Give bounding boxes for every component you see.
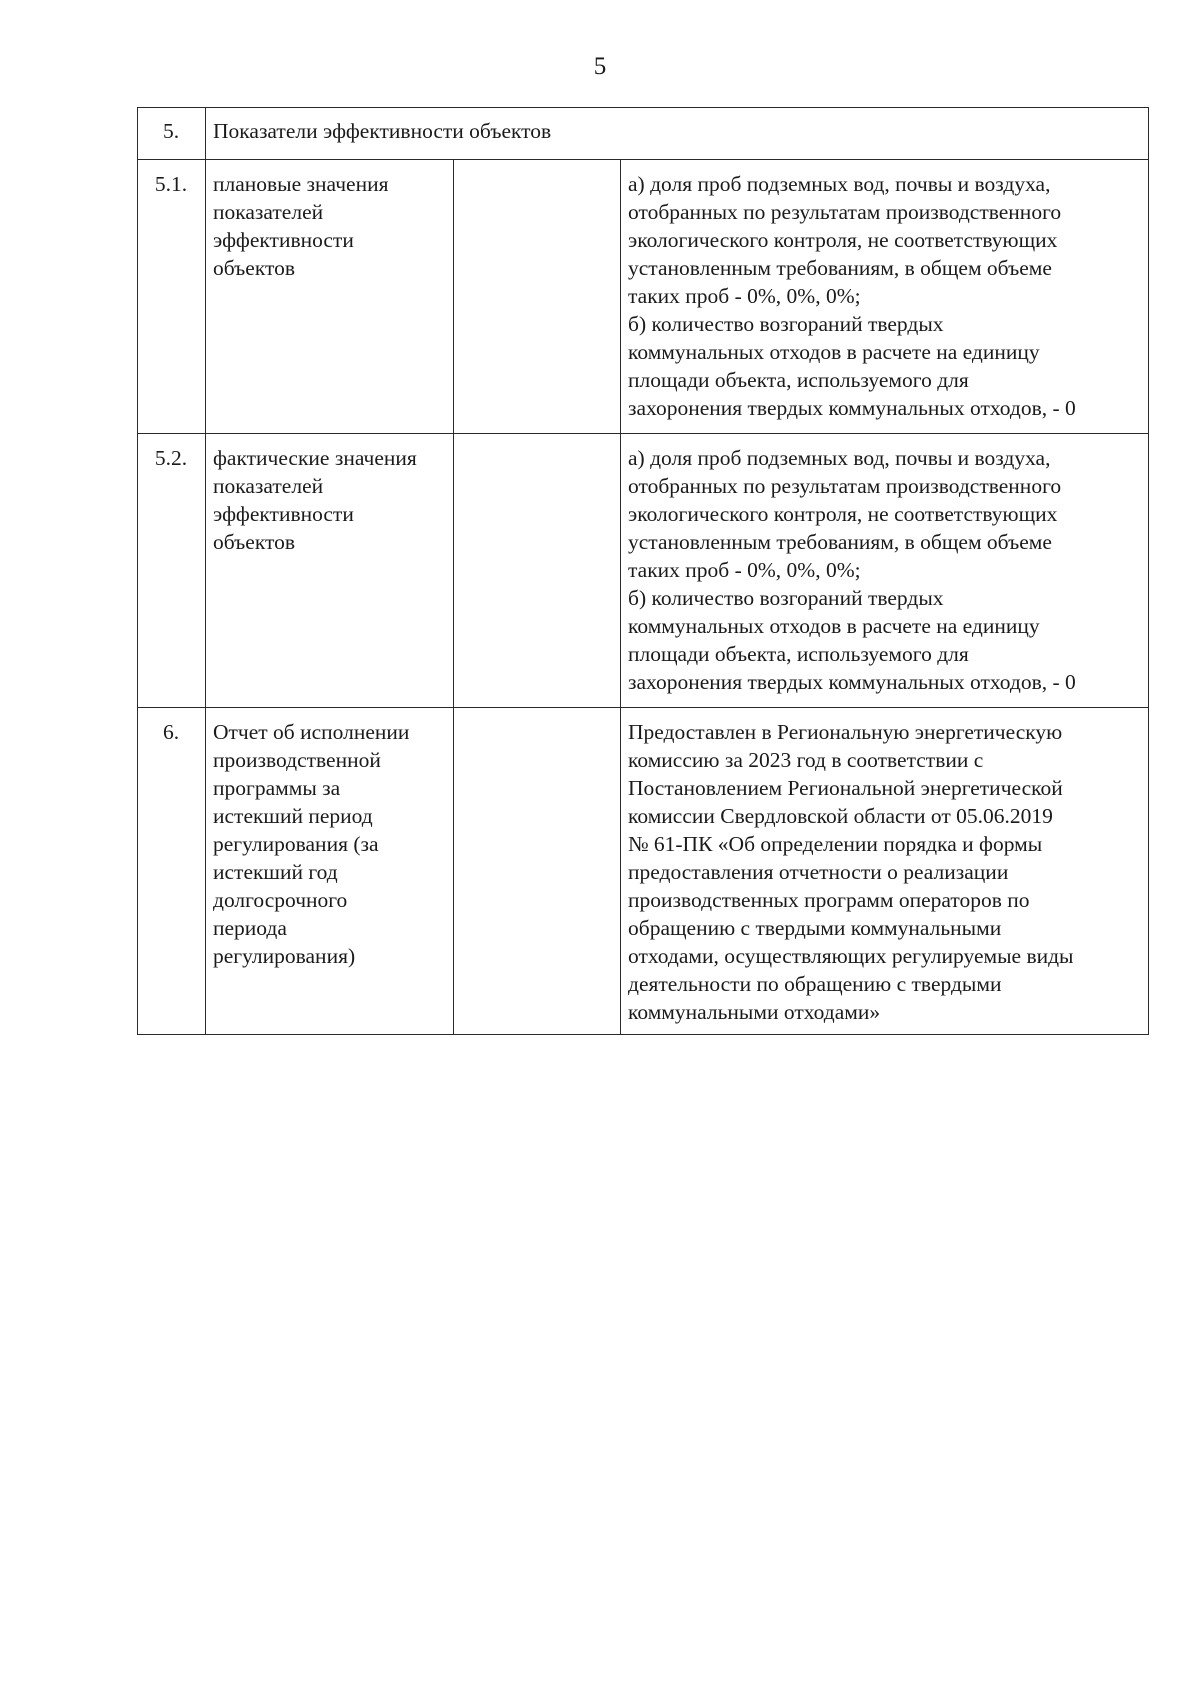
row-number: 5.1.	[138, 160, 206, 434]
row-number: 6.	[138, 708, 206, 1035]
row-empty-cell	[454, 708, 621, 1035]
page-number: 5	[593, 53, 607, 80]
table-row	[138, 708, 1149, 1035]
row-empty-cell	[454, 160, 621, 434]
indicators-table	[137, 107, 1149, 1035]
section-title: Показатели эффективности объектов	[206, 108, 1149, 160]
row-value: Предоставлен в Региональную энергетическую комиссию за 2023 год в соответствии с Постановлением Региональной энергетической комиссии Свердловской области от 05.06.2019 № 61-ПК «Об определении порядка и формы предоставления отчетности о реализации производственных программ операторов по обращению с твердыми коммунальными отходами, осуществляющих регулируемые виды деятельности по обращению с твердыми коммунальными отходами»	[621, 708, 1149, 1035]
table-row	[138, 160, 1149, 434]
row-empty-cell	[454, 434, 621, 708]
row-value: а) доля проб подземных вод, почвы и воздуха, отобранных по результатам производственного экологического контроля, не соответствующих установленным требованиям, в общем объеме таких проб - 0%, 0%, 0%; б) количество возгораний твердых коммунальных отходов в расчете на единицу площади объекта, используемого для захоронения твердых коммунальных отходов, - 0	[621, 160, 1149, 434]
row-value: а) доля проб подземных вод, почвы и воздуха, отобранных по результатам производственного экологического контроля, не соответствующих установленным требованиям, в общем объеме таких проб - 0%, 0%, 0%; б) количество возгораний твердых коммунальных отходов в расчете на единицу площади объекта, используемого для захоронения твердых коммунальных отходов, - 0	[621, 434, 1149, 708]
row-name: Отчет об исполнении производственной программы за истекший период регулирования (за истекший год долгосрочного периода регулирования)	[206, 708, 454, 1035]
row-name: плановые значения показателей эффективности объектов	[206, 160, 454, 434]
row-name: фактические значения показателей эффективности объектов	[206, 434, 454, 708]
row-number: 5.2.	[138, 434, 206, 708]
table-row	[138, 434, 1149, 708]
section-header-row	[138, 108, 1149, 160]
section-number: 5.	[138, 108, 206, 160]
